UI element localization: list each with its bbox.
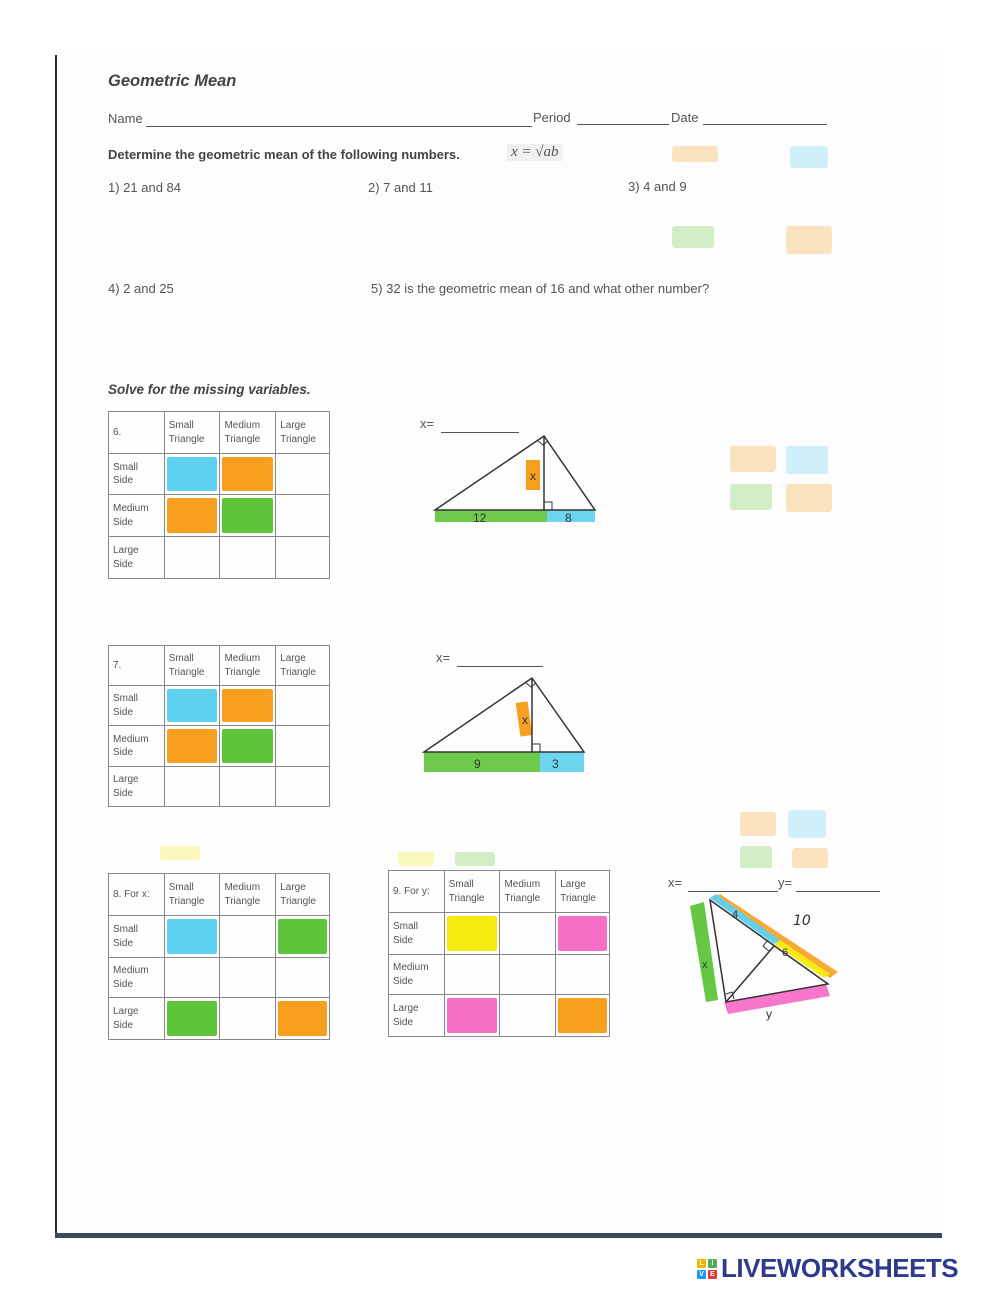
table-label: 8. For x: [109,874,165,916]
period-label: Period [533,110,571,125]
answer-cell[interactable] [276,726,330,767]
row-large-side: Large Side [389,995,445,1037]
answer-cell[interactable] [500,913,556,955]
brand-text: LIVEWORKSHEETS [721,1253,959,1283]
row-large-side: Large Side [109,537,165,579]
triangle-diagram-7 [418,672,593,782]
row-small-side: Small Side [109,916,165,958]
header-medium-triangle: Medium Triangle [220,646,276,686]
answer-cell[interactable] [556,995,610,1037]
row-small-side: Small Side [109,454,165,495]
triangle-diagram-8 [680,888,850,1023]
hypotenuse-label: 10 [793,913,811,929]
answer-cell[interactable] [220,726,276,767]
header-large-triangle: Large Triangle [276,646,330,686]
problem-1: 1) 21 and 84 [108,180,182,195]
row-small-side: Small Side [389,913,445,955]
orange-highlight [222,457,273,491]
scan-smudge [790,146,828,168]
segment-left-label: 12 [473,511,487,525]
header-large-triangle: Large Triangle [276,412,330,454]
answer-x-label: x= [668,875,683,890]
table-label: 7. [109,646,165,686]
solve-instruction: Solve for the missing variables. [108,382,311,397]
blue-highlight [167,457,218,491]
row-large-side: Large Side [109,998,165,1040]
orange-highlight [278,1001,327,1036]
green-highlight [167,1001,218,1036]
triangle-outline [424,678,584,752]
header-medium-triangle: Medium Triangle [500,871,556,913]
answer-cell[interactable] [276,686,330,726]
scan-smudge [455,852,495,866]
problem-3: 3) 4 and 9 [628,179,687,194]
blue-highlight [167,919,218,954]
green-highlight [222,729,273,763]
answer-cell[interactable] [164,998,220,1040]
table-9 [388,870,610,1037]
formula: x = √ab [507,144,563,161]
segment-right-label: 8 [565,511,572,525]
problem-5: 5) 32 is the geometric mean of 16 and what other number? [371,281,710,296]
altitude-label: x [530,469,536,483]
pink-highlight [558,916,607,951]
orange-highlight [167,498,218,533]
problem-2: 2) 7 and 11 [368,180,433,195]
answer-cell[interactable] [444,995,500,1037]
answer-cell[interactable] [164,767,220,807]
answer-cell[interactable] [164,454,220,495]
instruction-text: Determine the geometric mean of the following numbers. [108,147,460,162]
answer-cell[interactable] [500,955,556,995]
answer-cell[interactable] [164,726,220,767]
altitude-line [726,946,774,1002]
answer-cell[interactable] [164,916,220,958]
answer-cell[interactable] [220,958,276,998]
orange-highlight [167,729,218,763]
scan-smudge [398,852,434,866]
answer-cell[interactable] [444,955,500,995]
answer-label-7: x= [436,650,451,665]
scan-smudge [786,484,832,512]
scan-smudge [788,810,826,838]
orange-highlight [222,689,273,722]
name-label: Name [108,111,143,126]
answer-cell[interactable] [556,913,610,955]
yellow-highlight [447,916,498,951]
answer-cell[interactable] [164,495,220,537]
header-small-triangle: Small Triangle [164,874,220,916]
scan-smudge [160,846,200,860]
answer-cell[interactable] [276,958,330,998]
segment-mid-label: 6 [782,947,789,959]
answer-y-label: y= [778,875,793,890]
logo-letter: V [697,1270,706,1279]
header-large-triangle: Large Triangle [556,871,610,913]
answer-cell[interactable] [220,495,276,537]
answer-cell[interactable] [220,998,276,1040]
answer-cell[interactable] [500,995,556,1037]
scan-smudge [740,812,776,836]
green-highlight [222,498,273,533]
brand-logo-icon [697,1259,717,1279]
segment-12-highlight [435,510,547,522]
answer-cell[interactable] [444,913,500,955]
date-label: Date [671,110,699,125]
row-medium-side: Medium Side [109,958,165,998]
scan-smudge [730,446,776,472]
answer-cell[interactable] [220,686,276,726]
logo-letter: I [708,1259,717,1268]
row-medium-side: Medium Side [389,955,445,995]
orange-highlight [558,998,607,1033]
answer-cell[interactable] [276,454,330,495]
segment-left-label: 9 [474,757,481,771]
leg-x-label: x [702,959,708,971]
scan-smudge [740,846,772,868]
leg-x-highlight [690,902,718,1002]
answer-field-7[interactable] [457,666,543,667]
segment-right-label: 3 [552,757,559,771]
right-angle-mark [526,683,536,687]
blue-highlight [167,689,218,722]
problem-4: 4) 2 and 25 [108,281,174,296]
segment-4-highlight [710,894,780,944]
table-8 [108,873,330,1040]
right-angle-mark [544,502,552,510]
answer-cell[interactable] [220,537,276,579]
scan-smudge [672,226,714,248]
answer-cell[interactable] [220,767,276,807]
row-medium-side: Medium Side [109,495,165,537]
logo-letter: L [697,1259,706,1268]
segment-top-label: 4 [732,909,739,921]
answer-cell[interactable] [276,916,330,958]
page-edge [55,55,57,1235]
period-field[interactable] [577,124,669,125]
segment-6-highlight [774,940,830,978]
pink-highlight [447,998,498,1033]
date-field[interactable] [703,124,827,125]
logo-letter: E [708,1270,717,1279]
answer-cell[interactable] [164,686,220,726]
name-field[interactable] [146,126,532,127]
answer-label-6: x= [420,416,435,431]
scan-smudge [786,446,828,474]
answer-cell[interactable] [556,955,610,995]
scan-smudge [672,146,718,162]
header-large-triangle: Large Triangle [276,874,330,916]
right-angle-mark [538,441,548,445]
segment-3-highlight [540,752,584,772]
row-small-side: Small Side [109,686,165,726]
row-large-side: Large Side [109,767,165,807]
table-6 [108,411,330,579]
answer-cell[interactable] [164,958,220,998]
row-medium-side: Medium Side [109,726,165,767]
worksheet-title: Geometric Mean [108,72,237,90]
header-medium-triangle: Medium Triangle [220,874,276,916]
answer-cell[interactable] [220,916,276,958]
table-label: 6. [109,412,165,454]
answer-cell[interactable] [164,537,220,579]
leg-y-label: y [766,1007,772,1021]
answer-cell[interactable] [220,454,276,495]
segment-9-highlight [424,752,540,772]
answer-cell[interactable] [276,998,330,1040]
scan-smudge [730,484,772,510]
header-small-triangle: Small Triangle [164,412,220,454]
header-medium-triangle: Medium Triangle [220,412,276,454]
green-highlight [278,919,327,954]
right-angle-mark [532,744,540,752]
scan-smudge [786,226,832,254]
liveworksheets-brand[interactable] [697,1253,958,1284]
answer-cell[interactable] [276,537,330,579]
table-label: 9. For y: [389,871,445,913]
triangle-diagram-6 [425,430,605,540]
table-7 [108,645,330,807]
header-small-triangle: Small Triangle [164,646,220,686]
altitude-label: x [522,713,528,727]
triangle-outline [435,436,595,510]
page-bottom-edge [55,1233,942,1238]
scan-smudge [792,848,828,868]
answer-cell[interactable] [276,495,330,537]
header-small-triangle: Small Triangle [444,871,500,913]
answer-cell[interactable] [276,767,330,807]
